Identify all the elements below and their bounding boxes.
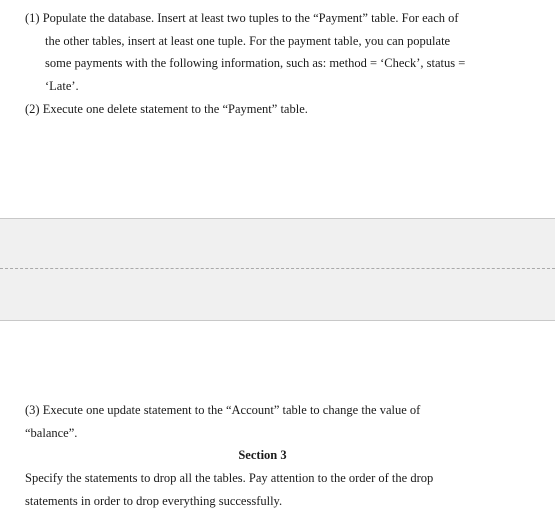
item-2-line-1: (2) Execute one delete statement to the “Payment” table. [25, 102, 308, 116]
document-page-2 [0, 320, 555, 512]
instruction-item-2 [25, 98, 505, 121]
page-gap [0, 219, 555, 320]
item-1-line-4: ‘Late’. [45, 78, 79, 93]
item-1-line-2: the other tables, insert at least one tuple. For the payment table, you can populate [45, 33, 451, 48]
section-3-line-2: statements in order to drop everything successfully. [25, 493, 283, 508]
instruction-item-1 [25, 7, 505, 97]
document-page-1 [0, 0, 555, 219]
page-break-divider [0, 268, 555, 269]
section-3-heading: Section 3 [238, 448, 287, 462]
item-3-line-2: “balance”. [25, 425, 78, 440]
item-3-line-1: (3) Execute one update statement to the “Account” table to change the value of [25, 403, 421, 417]
item-1-line-1: (1) Populate the database. Insert at least two tuples to the “Payment” table. For each of [25, 11, 459, 25]
section-3-line-1: Specify the statements to drop all the tables. Pay attention to the order of the drop [25, 471, 434, 485]
section-3-text [25, 467, 505, 512]
item-1-line-3: some payments with the following information, such as: method = ‘Check’, status = [45, 56, 466, 70]
instruction-item-3 [25, 399, 505, 444]
